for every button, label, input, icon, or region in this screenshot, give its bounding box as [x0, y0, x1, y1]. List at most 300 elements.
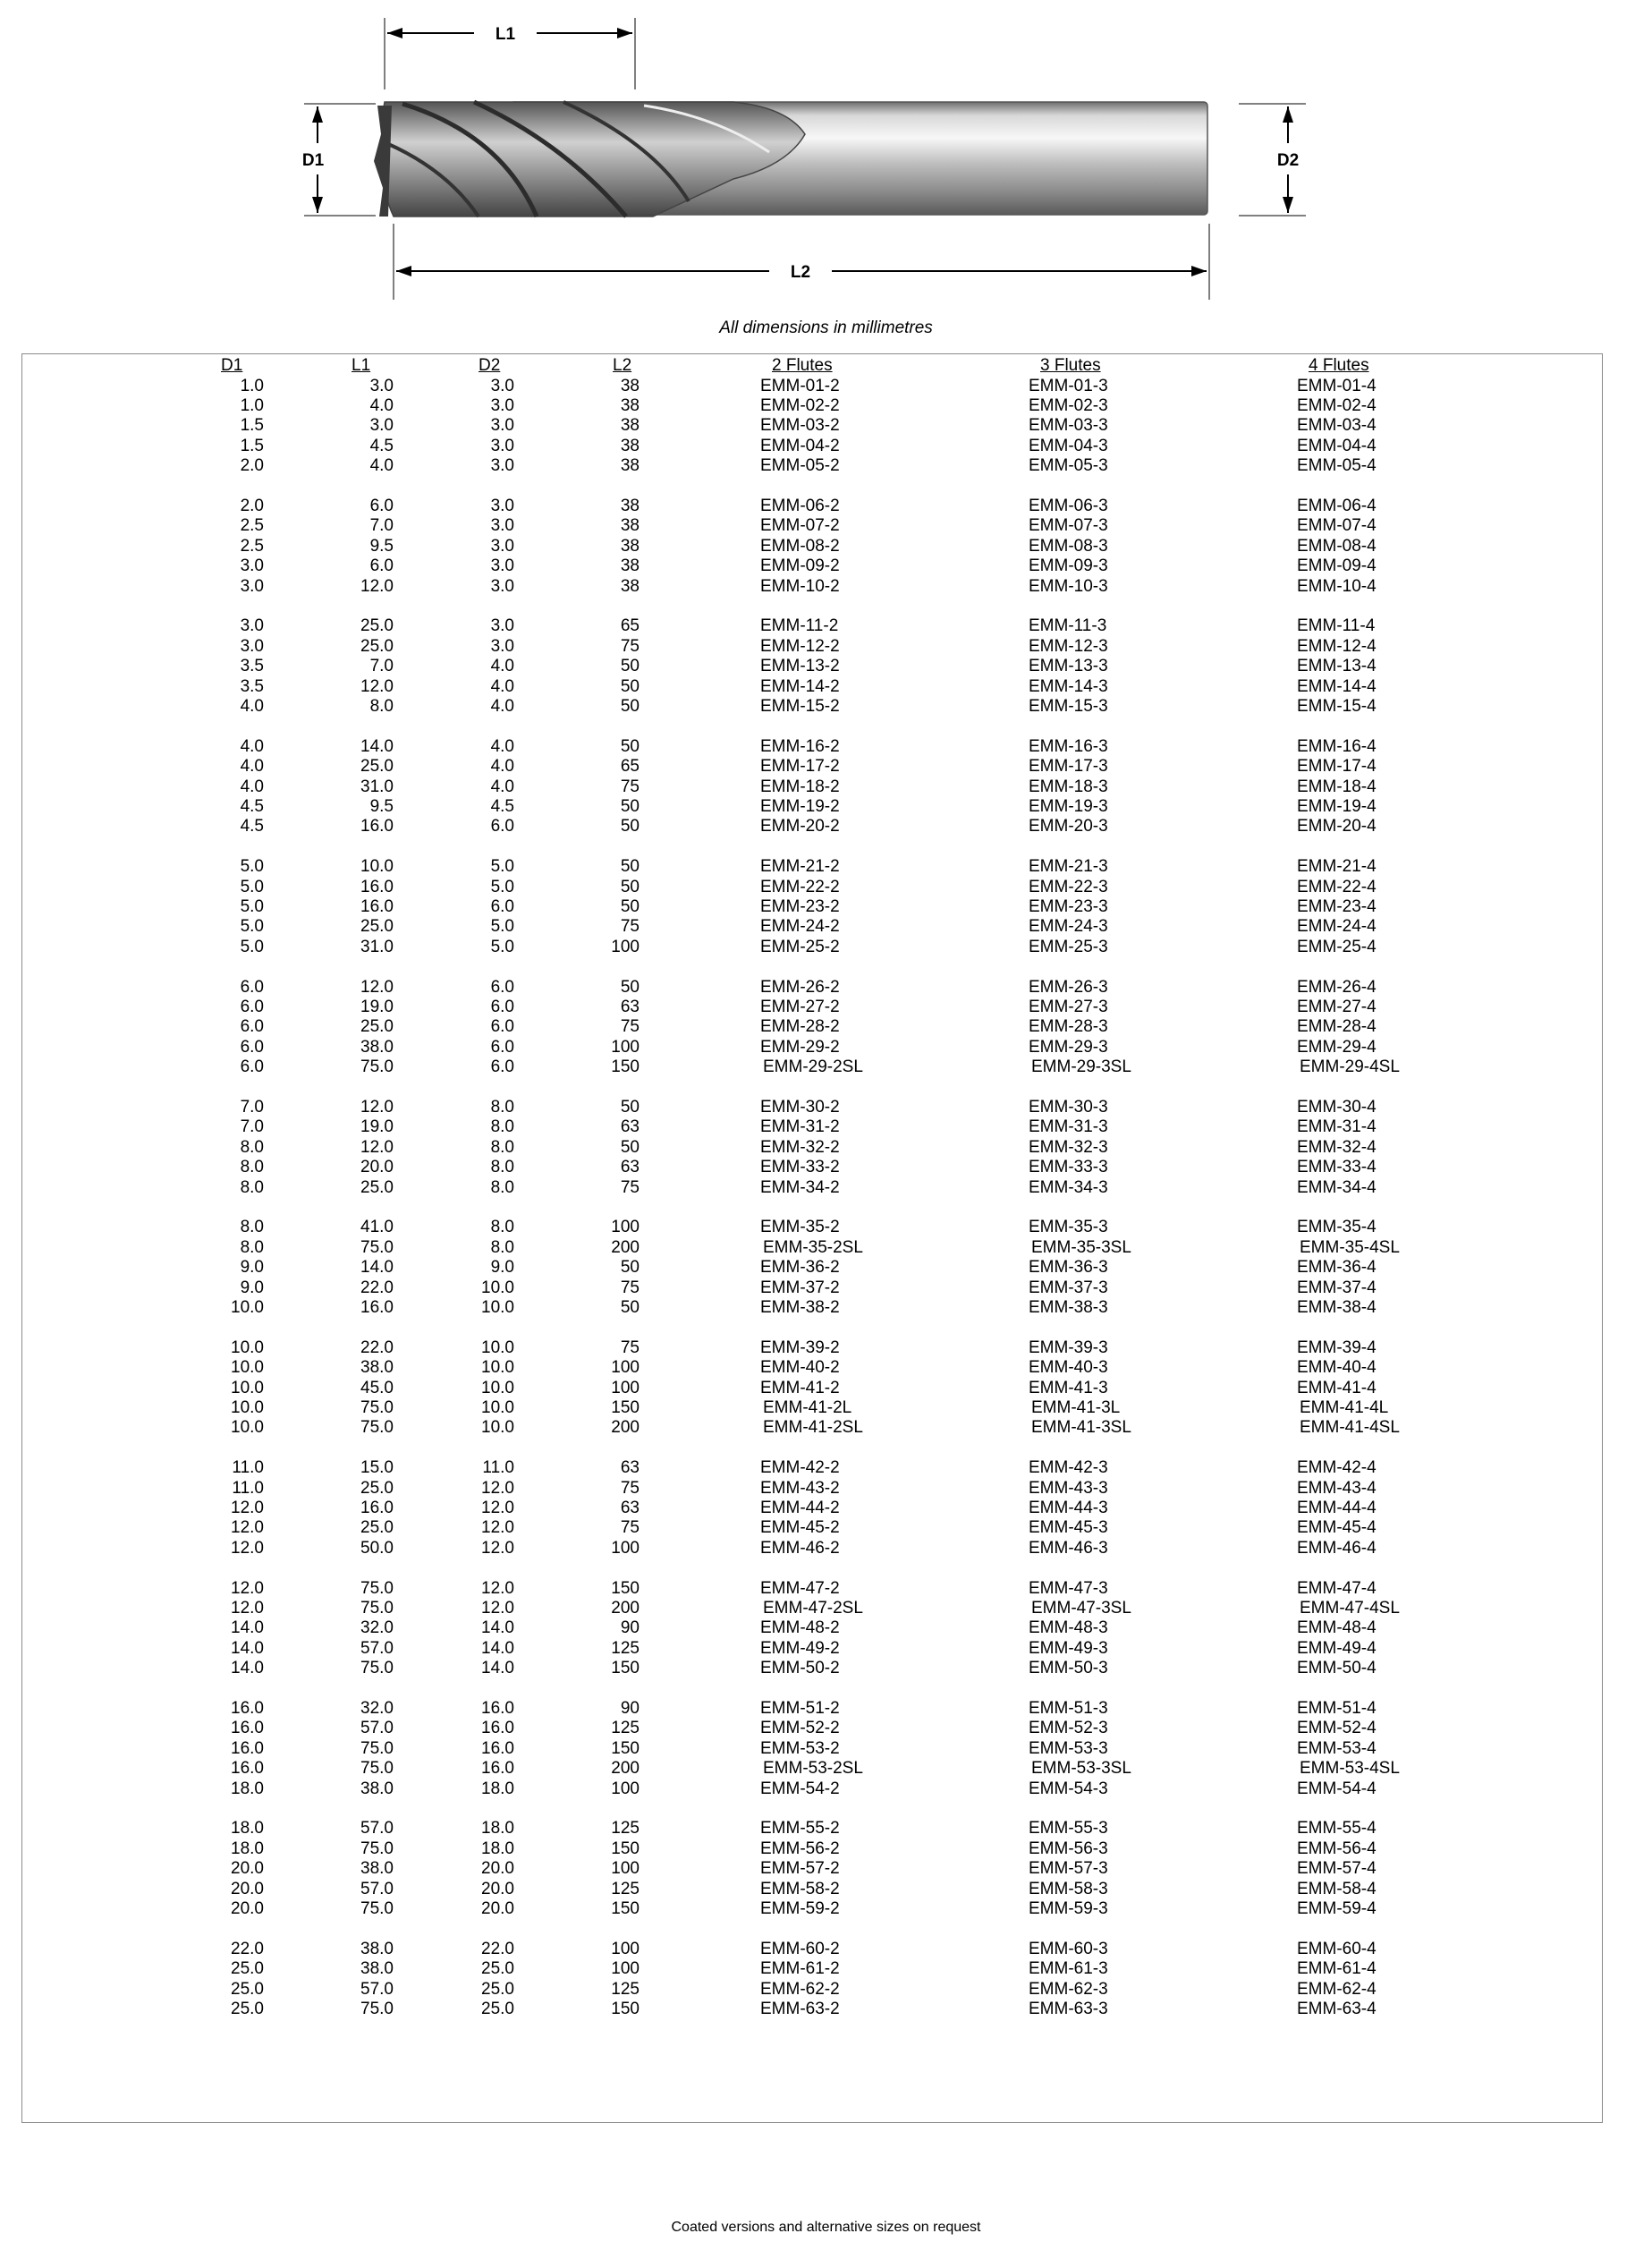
table-row [22, 497, 1602, 516]
cell-d2: 6.0 [490, 1037, 514, 1057]
cell-flutes-2: EMM-47-2 [760, 1578, 840, 1598]
cell-flutes-4: EMM-14-4 [1297, 676, 1377, 696]
cell-flutes-3: EMM-17-3 [1029, 757, 1108, 777]
cell-flutes-4: EMM-41-4 [1297, 1378, 1377, 1397]
cell-d1: 11.0 [232, 1458, 264, 1478]
cell-flutes-4: EMM-53-4SL [1300, 1759, 1400, 1779]
cell-flutes-4: EMM-04-4 [1297, 436, 1377, 455]
table-row [22, 1940, 1602, 1959]
cell-flutes-3: EMM-06-3 [1029, 496, 1108, 515]
cell-d1: 14.0 [231, 1638, 264, 1658]
cell-flutes-4: EMM-42-4 [1297, 1458, 1377, 1478]
cell-l1: 75.0 [360, 1057, 394, 1077]
cell-d2: 8.0 [490, 1097, 514, 1117]
cell-l2: 38 [620, 416, 640, 436]
cell-d2: 10.0 [481, 1397, 514, 1417]
cell-flutes-3: EMM-34-3 [1029, 1177, 1108, 1197]
table-row [22, 1880, 1602, 1899]
cell-d2: 5.0 [490, 937, 514, 956]
cell-flutes-3: EMM-46-3 [1029, 1538, 1108, 1558]
cell-d2: 3.0 [490, 556, 514, 576]
cell-l1: 38.0 [360, 1037, 394, 1057]
cell-flutes-4: EMM-33-4 [1297, 1158, 1377, 1177]
cell-l1: 75.0 [360, 1598, 394, 1618]
cell-l2: 150 [611, 1578, 640, 1598]
cell-flutes-2: EMM-41-2SL [763, 1418, 863, 1438]
cell-l2: 200 [611, 1759, 640, 1779]
cell-flutes-2: EMM-23-2 [760, 896, 840, 916]
cell-flutes-4: EMM-49-4 [1297, 1638, 1377, 1658]
cell-d2: 8.0 [490, 1218, 514, 1237]
cell-d1: 11.0 [232, 1478, 264, 1498]
cell-d2: 22.0 [481, 1939, 514, 1958]
cell-flutes-3: EMM-01-3 [1029, 376, 1108, 395]
cell-flutes-4: EMM-28-4 [1297, 1017, 1377, 1037]
cell-l2: 50 [620, 1137, 640, 1157]
cell-l2: 63 [620, 997, 640, 1016]
cell-l2: 75 [620, 917, 640, 937]
table-row [22, 437, 1602, 456]
cell-flutes-2: EMM-11-2 [760, 616, 839, 636]
cell-l1: 4.0 [369, 395, 394, 415]
cell-l2: 90 [620, 1618, 640, 1638]
cell-l2: 200 [611, 1598, 640, 1618]
table-row [22, 938, 1602, 957]
cell-l1: 3.0 [369, 376, 394, 395]
cell-flutes-3: EMM-37-3 [1029, 1278, 1108, 1297]
cell-flutes-3: EMM-50-3 [1029, 1659, 1108, 1678]
table-row [22, 637, 1602, 657]
cell-l1: 12.0 [360, 977, 394, 997]
cell-d1: 9.0 [240, 1278, 264, 1297]
footer-note: Coated versions and alternative sizes on request [671, 2220, 981, 2235]
cell-d1: 8.0 [240, 1158, 264, 1177]
cell-flutes-4: EMM-31-4 [1297, 1117, 1377, 1137]
cell-l1: 7.0 [369, 657, 394, 676]
cell-l1: 19.0 [360, 1117, 394, 1137]
cell-flutes-2: EMM-27-2 [760, 997, 840, 1016]
cell-d1: 3.0 [240, 616, 264, 636]
cell-d2: 12.0 [481, 1598, 514, 1618]
cell-flutes-2: EMM-29-2 [760, 1037, 840, 1057]
cell-flutes-2: EMM-22-2 [760, 877, 840, 896]
cell-l2: 125 [611, 1879, 640, 1898]
cell-l1: 3.0 [369, 416, 394, 436]
cell-flutes-4: EMM-13-4 [1297, 657, 1377, 676]
header-d1: D1 [221, 356, 243, 375]
cell-d2: 6.0 [490, 977, 514, 997]
cell-flutes-3: EMM-54-3 [1029, 1779, 1108, 1798]
cell-l2: 200 [611, 1237, 640, 1257]
cell-flutes-3: EMM-16-3 [1029, 736, 1108, 756]
cell-l1: 50.0 [360, 1538, 394, 1558]
cell-d1: 22.0 [231, 1939, 264, 1958]
table-row [22, 1098, 1602, 1117]
cell-flutes-2: EMM-18-2 [760, 777, 840, 796]
cell-d1: 10.0 [231, 1378, 264, 1397]
table-row [22, 1499, 1602, 1518]
cell-l2: 150 [611, 1057, 640, 1077]
cell-flutes-3: EMM-59-3 [1029, 1898, 1108, 1918]
cell-d2: 12.0 [481, 1518, 514, 1538]
table-row [22, 1398, 1602, 1418]
cell-l1: 12.0 [360, 1137, 394, 1157]
cell-flutes-2: EMM-50-2 [760, 1659, 840, 1678]
table-row [22, 1057, 1602, 1077]
cell-l1: 6.0 [369, 556, 394, 576]
table-row [22, 1579, 1602, 1599]
cell-flutes-3: EMM-12-3 [1029, 636, 1108, 656]
cell-flutes-4: EMM-44-4 [1297, 1498, 1377, 1517]
table-row [22, 1819, 1602, 1839]
cell-flutes-2: EMM-43-2 [760, 1478, 840, 1498]
cell-flutes-3: EMM-41-3SL [1031, 1418, 1131, 1438]
cell-flutes-2: EMM-56-2 [760, 1839, 840, 1858]
cell-l1: 75.0 [360, 1759, 394, 1779]
cell-flutes-3: EMM-35-3SL [1031, 1237, 1131, 1257]
cell-l1: 16.0 [360, 896, 394, 916]
cell-flutes-4: EMM-05-4 [1297, 456, 1377, 476]
cell-d2: 3.0 [490, 395, 514, 415]
cell-d2: 16.0 [481, 1698, 514, 1718]
cell-l2: 50 [620, 657, 640, 676]
cell-flutes-3: EMM-19-3 [1029, 796, 1108, 816]
cell-flutes-4: EMM-47-4SL [1300, 1598, 1400, 1618]
cell-flutes-4: EMM-41-4SL [1300, 1418, 1400, 1438]
table-row [22, 857, 1602, 877]
cell-l2: 63 [620, 1158, 640, 1177]
cell-flutes-2: EMM-35-2 [760, 1218, 840, 1237]
cell-d1: 20.0 [231, 1898, 264, 1918]
cell-flutes-4: EMM-43-4 [1297, 1478, 1377, 1498]
table-row [22, 377, 1602, 396]
table-row [22, 1258, 1602, 1278]
cell-flutes-3: EMM-48-3 [1029, 1618, 1108, 1638]
cell-l1: 15.0 [360, 1458, 394, 1478]
cell-flutes-2: EMM-19-2 [760, 796, 840, 816]
cell-d2: 5.0 [490, 877, 514, 896]
cell-d1: 2.5 [240, 536, 264, 556]
cell-flutes-2: EMM-08-2 [760, 536, 840, 556]
cell-flutes-3: EMM-58-3 [1029, 1879, 1108, 1898]
cell-d2: 6.0 [490, 896, 514, 916]
l1-label: L1 [495, 25, 516, 44]
cell-d1: 1.0 [240, 376, 264, 395]
cell-l1: 10.0 [360, 857, 394, 877]
cell-l2: 50 [620, 796, 640, 816]
cell-flutes-4: EMM-47-4 [1297, 1578, 1377, 1598]
cell-d2: 12.0 [481, 1498, 514, 1517]
cell-l2: 50 [620, 1097, 640, 1117]
cell-l2: 100 [611, 1779, 640, 1798]
cell-flutes-4: EMM-54-4 [1297, 1779, 1377, 1798]
cell-d1: 18.0 [231, 1779, 264, 1798]
cell-d2: 16.0 [481, 1759, 514, 1779]
cell-d1: 4.0 [240, 757, 264, 777]
table-row [22, 1618, 1602, 1638]
cell-flutes-3: EMM-21-3 [1029, 857, 1108, 877]
cell-d2: 18.0 [481, 1839, 514, 1858]
cell-d2: 25.0 [481, 1999, 514, 2018]
end-mill-body [374, 102, 1207, 217]
cell-l2: 100 [611, 1378, 640, 1397]
cell-l1: 75.0 [360, 1237, 394, 1257]
cell-flutes-2: EMM-52-2 [760, 1719, 840, 1738]
cell-d2: 12.0 [481, 1478, 514, 1498]
table-row [22, 537, 1602, 556]
cell-flutes-4: EMM-03-4 [1297, 416, 1377, 436]
cell-flutes-3: EMM-10-3 [1029, 576, 1108, 596]
cell-flutes-4: EMM-39-4 [1297, 1338, 1377, 1357]
cell-l1: 16.0 [360, 877, 394, 896]
cell-flutes-2: EMM-25-2 [760, 937, 840, 956]
header-l2: L2 [613, 356, 632, 375]
cell-flutes-4: EMM-07-4 [1297, 516, 1377, 536]
cell-d1: 4.5 [240, 796, 264, 816]
cell-l2: 150 [611, 1839, 640, 1858]
cell-flutes-4: EMM-25-4 [1297, 937, 1377, 956]
cell-flutes-2: EMM-13-2 [760, 657, 840, 676]
cell-l2: 50 [620, 1258, 640, 1278]
cell-flutes-4: EMM-48-4 [1297, 1618, 1377, 1638]
table-row [22, 817, 1602, 837]
cell-flutes-2: EMM-05-2 [760, 456, 840, 476]
cell-d2: 11.0 [482, 1458, 514, 1478]
cell-d2: 18.0 [481, 1779, 514, 1798]
cell-flutes-2: EMM-34-2 [760, 1177, 840, 1197]
cell-flutes-4: EMM-50-4 [1297, 1659, 1377, 1678]
cell-flutes-3: EMM-29-3 [1029, 1037, 1108, 1057]
d1-label: D1 [301, 151, 325, 170]
cell-l1: 7.0 [369, 516, 394, 536]
cell-flutes-2: EMM-40-2 [760, 1358, 840, 1378]
cell-d1: 10.0 [231, 1418, 264, 1438]
cell-flutes-2: EMM-45-2 [760, 1518, 840, 1538]
table-row [22, 777, 1602, 797]
table-row [22, 1379, 1602, 1398]
cell-flutes-4: EMM-40-4 [1297, 1358, 1377, 1378]
cell-l1: 9.5 [369, 796, 394, 816]
header-flutes-3: 3 Flutes [1040, 356, 1101, 375]
cell-l1: 45.0 [360, 1378, 394, 1397]
header-l1: L1 [352, 356, 371, 375]
header-d2: D2 [479, 356, 501, 375]
cell-l1: 75.0 [360, 1659, 394, 1678]
cell-flutes-3: EMM-14-3 [1029, 676, 1108, 696]
cell-flutes-3: EMM-18-3 [1029, 777, 1108, 796]
cell-l2: 150 [611, 1898, 640, 1918]
cell-l1: 57.0 [360, 1819, 394, 1839]
cell-d1: 6.0 [240, 1057, 264, 1077]
cell-l2: 38 [620, 536, 640, 556]
table-row [22, 677, 1602, 697]
cell-l2: 65 [620, 616, 640, 636]
cell-l1: 32.0 [360, 1698, 394, 1718]
cell-d1: 3.5 [240, 676, 264, 696]
cell-d2: 20.0 [481, 1898, 514, 1918]
cell-l2: 38 [620, 376, 640, 395]
cell-flutes-3: EMM-20-3 [1029, 817, 1108, 837]
cell-d2: 14.0 [481, 1638, 514, 1658]
cell-flutes-2: EMM-26-2 [760, 977, 840, 997]
cell-l2: 50 [620, 1297, 640, 1317]
cell-flutes-3: EMM-51-3 [1029, 1698, 1108, 1718]
cell-l2: 75 [620, 1338, 640, 1357]
cell-d1: 20.0 [231, 1859, 264, 1879]
cell-l1: 22.0 [360, 1278, 394, 1297]
cell-d1: 14.0 [231, 1659, 264, 1678]
cell-flutes-3: EMM-47-3SL [1031, 1598, 1131, 1618]
cell-flutes-2: EMM-58-2 [760, 1879, 840, 1898]
table-row [22, 1839, 1602, 1859]
cell-l2: 150 [611, 1397, 640, 1417]
cell-d2: 3.0 [490, 516, 514, 536]
cell-flutes-4: EMM-35-4SL [1300, 1237, 1400, 1257]
cell-d1: 5.0 [240, 877, 264, 896]
table-row [22, 416, 1602, 436]
cell-l1: 25.0 [360, 917, 394, 937]
table-row [22, 1899, 1602, 1919]
cell-flutes-2: EMM-53-2SL [763, 1759, 863, 1779]
cell-flutes-3: EMM-24-3 [1029, 917, 1108, 937]
cell-d2: 8.0 [490, 1177, 514, 1197]
cell-flutes-3: EMM-03-3 [1029, 416, 1108, 436]
cell-flutes-2: EMM-44-2 [760, 1498, 840, 1517]
cell-d2: 3.0 [490, 456, 514, 476]
cell-l2: 50 [620, 696, 640, 716]
cell-d2: 16.0 [481, 1738, 514, 1758]
cell-l1: 57.0 [360, 1979, 394, 1999]
cell-flutes-2: EMM-46-2 [760, 1538, 840, 1558]
cell-flutes-2: EMM-14-2 [760, 676, 840, 696]
cell-d2: 4.0 [490, 777, 514, 796]
table-row [22, 1659, 1602, 1678]
cell-flutes-4: EMM-56-4 [1297, 1839, 1377, 1858]
cell-l1: 38.0 [360, 1939, 394, 1958]
cell-d1: 16.0 [231, 1719, 264, 1738]
cell-d1: 5.0 [240, 917, 264, 937]
cell-l1: 75.0 [360, 1397, 394, 1417]
table-row [22, 1038, 1602, 1057]
cell-flutes-4: EMM-63-4 [1297, 1999, 1377, 2018]
cell-flutes-3: EMM-60-3 [1029, 1939, 1108, 1958]
cell-flutes-3: EMM-05-3 [1029, 456, 1108, 476]
cell-flutes-4: EMM-61-4 [1297, 1959, 1377, 1979]
cell-flutes-2: EMM-07-2 [760, 516, 840, 536]
cell-flutes-3: EMM-41-3L [1031, 1397, 1121, 1417]
cell-flutes-4: EMM-38-4 [1297, 1297, 1377, 1317]
cell-flutes-4: EMM-12-4 [1297, 636, 1377, 656]
cell-flutes-4: EMM-34-4 [1297, 1177, 1377, 1197]
cell-l1: 25.0 [360, 757, 394, 777]
cell-d1: 6.0 [240, 997, 264, 1016]
cell-flutes-2: EMM-55-2 [760, 1819, 840, 1839]
cell-flutes-2: EMM-38-2 [760, 1297, 840, 1317]
cell-l2: 75 [620, 1518, 640, 1538]
d2-dimension [1239, 104, 1306, 216]
table-row [22, 1418, 1602, 1438]
cell-flutes-3: EMM-31-3 [1029, 1117, 1108, 1137]
cell-d2: 8.0 [490, 1237, 514, 1257]
l1-dimension [385, 18, 635, 89]
cell-flutes-3: EMM-41-3 [1029, 1378, 1108, 1397]
cell-l2: 125 [611, 1979, 640, 1999]
cell-l1: 16.0 [360, 1297, 394, 1317]
cell-l2: 150 [611, 1999, 640, 2018]
cell-d2: 4.0 [490, 757, 514, 777]
cell-l1: 14.0 [360, 1258, 394, 1278]
table-row [22, 1218, 1602, 1237]
cell-flutes-2: EMM-01-2 [760, 376, 840, 395]
cell-d2: 6.0 [490, 997, 514, 1016]
cell-l2: 50 [620, 817, 640, 837]
cell-flutes-4: EMM-32-4 [1297, 1137, 1377, 1157]
cell-d2: 14.0 [481, 1659, 514, 1678]
cell-l1: 41.0 [360, 1218, 394, 1237]
cell-flutes-4: EMM-20-4 [1297, 817, 1377, 837]
table-row [22, 1639, 1602, 1659]
table-row [22, 1117, 1602, 1137]
table-row [22, 616, 1602, 636]
cell-l2: 100 [611, 1939, 640, 1958]
cell-flutes-4: EMM-58-4 [1297, 1879, 1377, 1898]
cell-l2: 50 [620, 896, 640, 916]
cell-l2: 125 [611, 1819, 640, 1839]
cell-d1: 18.0 [231, 1839, 264, 1858]
cell-d1: 16.0 [231, 1738, 264, 1758]
cell-flutes-3: EMM-40-3 [1029, 1358, 1108, 1378]
cell-l2: 100 [611, 1358, 640, 1378]
cell-d1: 4.0 [240, 777, 264, 796]
cell-d1: 10.0 [231, 1358, 264, 1378]
cell-d2: 3.0 [490, 616, 514, 636]
cell-l1: 16.0 [360, 1498, 394, 1517]
cell-flutes-2: EMM-42-2 [760, 1458, 840, 1478]
cell-d1: 10.0 [231, 1397, 264, 1417]
cell-flutes-3: EMM-35-3 [1029, 1218, 1108, 1237]
cell-d1: 25.0 [231, 1999, 264, 2018]
cell-d1: 2.0 [240, 496, 264, 515]
cell-flutes-2: EMM-24-2 [760, 917, 840, 937]
cell-l2: 50 [620, 736, 640, 756]
cell-flutes-3: EMM-56-3 [1029, 1839, 1108, 1858]
cell-d2: 3.0 [490, 636, 514, 656]
cell-d1: 1.5 [240, 416, 264, 436]
table-row [22, 1859, 1602, 1879]
cell-flutes-2: EMM-31-2 [760, 1117, 840, 1137]
cell-d2: 8.0 [490, 1158, 514, 1177]
cell-l2: 38 [620, 496, 640, 515]
cell-d1: 12.0 [231, 1538, 264, 1558]
cell-flutes-3: EMM-62-3 [1029, 1979, 1108, 1999]
cell-flutes-2: EMM-28-2 [760, 1017, 840, 1037]
cell-l1: 38.0 [360, 1959, 394, 1979]
cell-d2: 6.0 [490, 1057, 514, 1077]
cell-l2: 50 [620, 676, 640, 696]
cell-l2: 38 [620, 436, 640, 455]
cell-l1: 20.0 [360, 1158, 394, 1177]
table-row [22, 917, 1602, 937]
cell-d2: 25.0 [481, 1979, 514, 1999]
cell-l1: 22.0 [360, 1338, 394, 1357]
cell-flutes-4: EMM-46-4 [1297, 1538, 1377, 1558]
cell-l2: 75 [620, 1177, 640, 1197]
table-header-row [22, 356, 1602, 376]
cell-d2: 6.0 [490, 817, 514, 837]
table-row [22, 1959, 1602, 1979]
cell-d1: 8.0 [240, 1237, 264, 1257]
spec-table [21, 353, 1603, 2123]
